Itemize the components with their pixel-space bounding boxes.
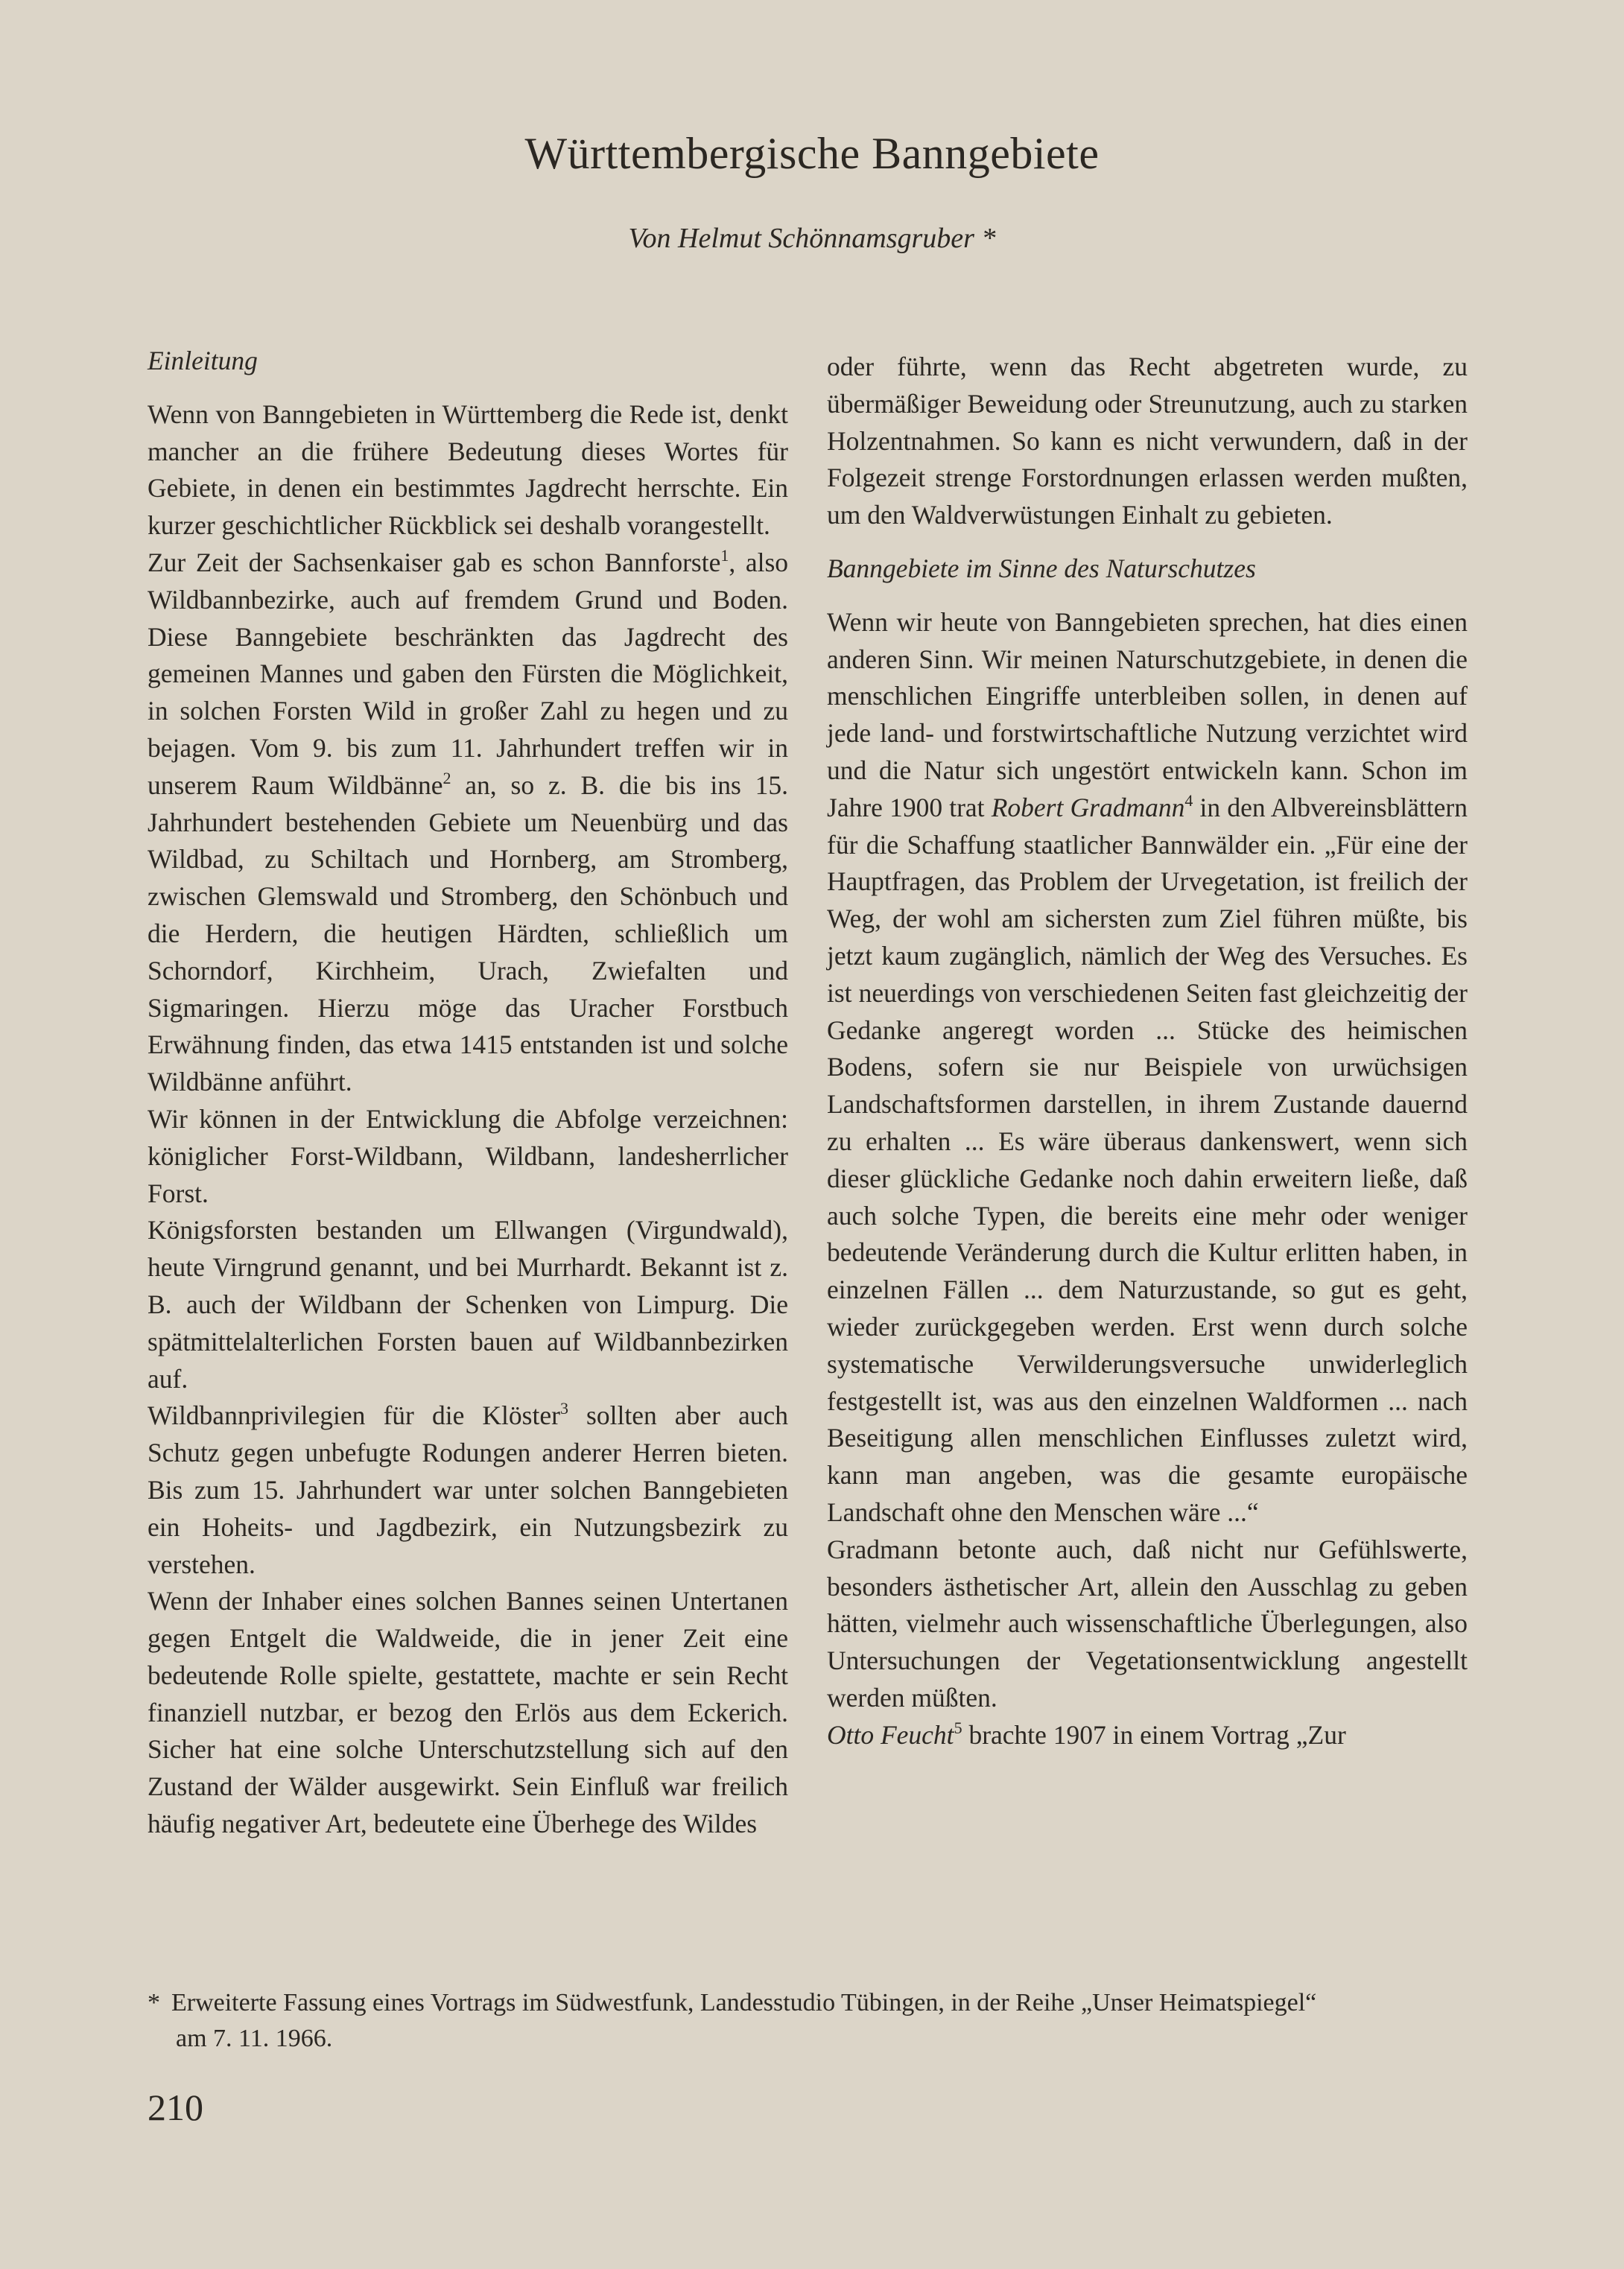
paragraph: Königsforsten bestanden um Ellwangen (Virgundwald), heute Virngrund genannt, und bei Murrhardt. Bekannt ist z. B. auch der Wildbann der Schenken von Limpurg. Die spätmittelalterlichen Forsten bauen auf Wildbannbezirken auf. (148, 1215, 788, 1394)
left-column (148, 343, 788, 1843)
byline: Von Helmut Schönnamsgruber * (628, 223, 996, 254)
footnote-ref: 4 (1184, 790, 1193, 810)
footnote-marker: * (148, 1989, 160, 2016)
text-run: Zur Zeit der Sachsenkaiser gab es schon Bannforste (148, 547, 721, 577)
page-number: 210 (148, 2086, 203, 2128)
article-title: Württembergische Banngebiete (524, 129, 1100, 178)
text-run: an, so z. B. die bis ins 15. Jahrhundert bestehenden Gebiete um Neuenbürg und das Wildbad, zu Schiltach und Hornberg, am Stromberg, zwischen Glemswald und Stromberg, den Schönbuch und die Herdern, die heutigen Härdten, schließlich um Schorndorf, Kirchheim, Urach, Zwiefalten und Sigmaringen. Hierzu möge das Uracher Forstbuch Erwähnung finden, das etwa 1415 entstanden ist und solche Wildbänne anführt. (148, 769, 788, 1097)
paragraph (148, 1397, 788, 1583)
paragraph: oder führte, wenn das Recht abgetreten wurde, zu übermäßiger Beweidung oder Streunutzung, auch zu starken Holzentnahmen. So kann es nicht verwundern, daß in der Folgezeit strenge Forstordnungen erlassen werden mußten, um den Waldverwüstungen Einhalt zu gebieten. (827, 352, 1468, 530)
section-heading-naturschutz: Banngebiete im Sinne des Naturschutzes (827, 553, 1256, 583)
text-run: in den Albvereinsblättern für die Schaffung staatlicher Bannwälder ein. „Für eine der Hauptfragen, das Problem der Urvegetation, ist freilich der Weg, der wohl am sichersten zum Ziel führen müßte, bis jetzt kaum zugänglich, nämlich der Weg des Versuches. Es ist neuerdings von verschiedenen Seiten fast gleichzeitig der Gedanke angeregt worden ... Stücke des heimischen Bodens, sofern sie nur Beispiele von urwüchsigen Landschaftsformen darstellen, in ihrem Zustande dauernd zu erhalten ... Es wäre überaus dankenswert, wenn sich dieser glückliche Gedanke noch dahin erweitern ließe, daß auch solche Typen, die bereits eine mehr oder weniger bedeutende Veränderung durch die Kultur erlitten haben, in einzelnen Fällen ... dem Naturzustande, so gut es geht, wieder zurückgegeben werden. Erst wenn durch solche systematische Verwilderungsversuche unwiderleglich festgestellt ist, was aus den einzelnen Waldformen ... nach Beseitigung allen menschlichen Einflusses zuletzt wird, kann man angeben, was die gesamte europäische Landschaft ohne den Menschen wäre ...“ (827, 792, 1468, 1527)
footnote-ref: 1 (720, 545, 729, 565)
paragraph (827, 604, 1468, 1532)
right-column (827, 349, 1468, 1754)
text-run: , also Wildbannbezirke, auch auf fremdem Grund und Boden. Diese Banngebiete beschränkten das Jagdrecht des gemeinen Mannes und gaben den Fürsten die Möglichkeit, in solchen Forsten Wild in großer Zahl zu hegen und zu bejagen. Vom 9. bis zum 11. Jahrhundert treffen wir in unserem Raum Wildbänne (148, 547, 789, 800)
text-run: sollten aber auch Schutz gegen unbefugte Rodungen anderer Herren bieten. Bis zum 15. Jahrhundert war unter solchen Banngebieten ein Hoheits- und Jagdbezirk, ein Nutzungsbezirk zu verstehen. (148, 1400, 789, 1579)
footnote-line: am 7. 11. 1966. (176, 2025, 333, 2052)
paragraph: Wenn der Inhaber eines solchen Bannes seinen Untertanen gegen Entgelt die Waldweide, die in jener Zeit eine bedeutende Rolle spielte, gestattete, machte er sein Recht finanziell nutzbar, er bezog den Erlös aus dem Eckerich. Sicher hat eine solche Unterschutzstellung sich auf den Zustand der Wälder ausgewirkt. Sein Einfluß war freilich häufig negativer Art, bedeutete eine Überhege des Wildes (148, 1586, 788, 1839)
paragraph: Gradmann betonte auch, daß nicht nur Gefühlswerte, besonders ästhetischer Art, allein den Ausschlag zu geben hätten, vielmehr auch wissenschaftliche Überlegungen, also Untersuchungen der Vegetationsentwicklung angestellt werden müßten. (827, 1534, 1468, 1713)
text-run: Wildbannprivilegien für die Klöster (148, 1400, 560, 1431)
section-heading-einleitung: Einleitung (148, 346, 258, 375)
text-run: brachte 1907 in einem Vortrag „Zur (962, 1719, 1346, 1750)
paragraph: Wenn von Banngebieten in Württemberg die Rede ist, denkt mancher an die frühere Bedeutung dieses Wortes für Gebiete, in denen ein bestimmtes Jagdrecht herrschte. Ein kurzer geschichtlicher Rückblick sei deshalb vorangestellt. (148, 399, 788, 541)
footnote-line (148, 1985, 1548, 2021)
footnote-ref: 2 (443, 768, 451, 787)
footnote (148, 1985, 1548, 2057)
footnote-ref: 5 (954, 1718, 962, 1737)
footnote-ref: 3 (559, 1399, 568, 1418)
footnote-text: Erweiterte Fassung eines Vortrags im Südwestfunk, Landesstudio Tübingen, in der Reihe „Unser Heimatspiegel“ (171, 1989, 1317, 2016)
person-name: Otto Feucht (827, 1719, 954, 1750)
paragraph (827, 1717, 1468, 1754)
paragraph (148, 545, 788, 1101)
person-name: Robert Gradmann (991, 792, 1185, 822)
paragraph: Wir können in der Entwicklung die Abfolge verzeichnen: königlicher Forst-Wildbann, Wildbann, landesherrlicher Forst. (148, 1103, 788, 1208)
text-run: Wenn wir heute von Banngebieten sprechen, hat dies einen anderen Sinn. Wir meinen Naturschutzgebiete, in denen die menschlichen Eingriffe unterbleiben sollen, in denen auf jede land- und forstwirtschaftliche Nutzung verzichtet wird und die Natur sich ungestört entwickeln kann. Schon im Jahre 1900 trat (827, 606, 1468, 822)
